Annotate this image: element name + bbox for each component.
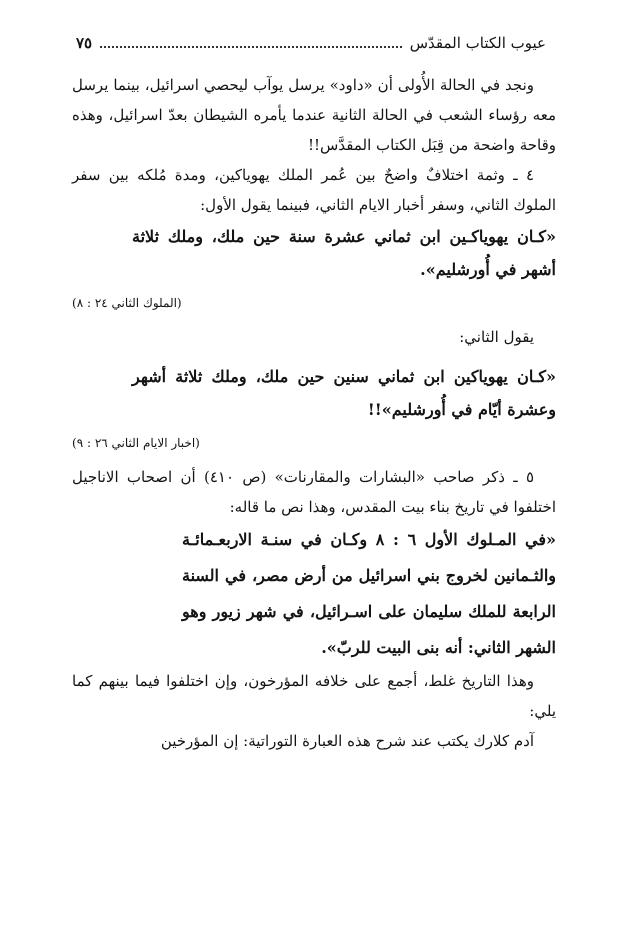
- quotation-3: «في المـلوك الأول ٦ : ٨ وكـان في سنـة الاربعـمائـة والثـمانين لخروج بني اسرائيل من أرض مصر، في السنة الرابعة للملك سليمان على اسـرائيل، في شهر زيور وهو الشهر الثاني: أنه بنى البيت للربّ».: [182, 530, 557, 657]
- paragraph-1: ونجد في الحالة الأُولى أن «داود» يرسل يوآب ليحصي اسرائيل، بينما يرسل معه رؤساء الشعب في الحالة الثانية عندما يأمره الشيطان بعدّ اسرائيل، وهذه وقاحة واضحة من قِبَل الكتاب المقدَّس!!: [72, 76, 556, 154]
- page-header: [76, 30, 546, 56]
- paragraph-6: آدم كلارك يكتب عند شرح هذه العبارة التوراتية: إن المؤرخين: [160, 732, 534, 750]
- spacer: [72, 352, 556, 360]
- citation-1: (الملوك الثاني ٢٤ : ٨): [72, 296, 182, 310]
- paragraph-4: ٥ ـ ذكر صاحب «البشارات والمقارنات» (ص ٤١٠) أن اصحاب الاناجيل اختلفوا في تاريخ بناء بيت المقدس، وهذا نص ما قاله:: [72, 468, 556, 516]
- paragraph-5: وهذا التاريخ غلط، أجمع على خلافه المؤرخون، وإن اختلفوا فيما بينهم كما يلي:: [72, 672, 556, 720]
- page-body: [72, 70, 556, 756]
- quotation-1: «كـان يهوياكـين ابن ثماني عشرة سنة حين ملك، وملك ثلاثة أشهر في أُورشليم».: [132, 227, 556, 279]
- paragraph-3: يقول الثاني:: [459, 328, 534, 346]
- running-title: عيوب الكتاب المقدّس: [409, 34, 546, 52]
- paragraph-2: ٤ ـ وثمة اختلافٌ واضحٌ بين عُمر الملك يهوياكين، ومدة مُلكه بين سفر الملوك الثاني، وسفر أخبار الايام الثاني، فبينما يقول الأول:: [72, 166, 556, 214]
- page-number: ٧٥: [76, 34, 93, 52]
- dot-leader: [100, 46, 402, 48]
- citation-2: (اخبار الايام الثاني ٢٦ : ٩): [72, 436, 200, 450]
- quotation-2: «كـان يهوياكين ابن ثماني سنين حين ملك، وملك ثلاثة أشهر وعشرة أيّام في أُورشليم»!!: [132, 367, 556, 419]
